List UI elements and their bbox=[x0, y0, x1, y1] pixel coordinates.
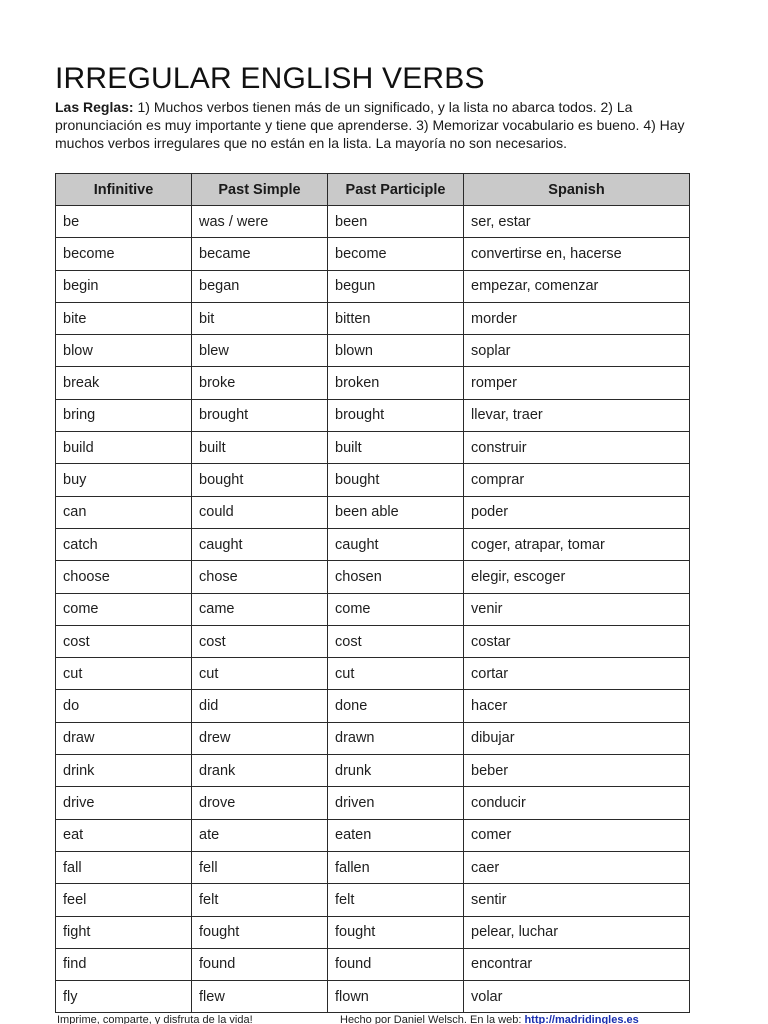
header-spanish: Spanish bbox=[464, 174, 690, 206]
table-row bbox=[56, 270, 690, 302]
cell-past-simple: bought bbox=[192, 464, 328, 496]
cell-spanish: elegir, escoger bbox=[464, 561, 690, 593]
cell-past-participle: become bbox=[328, 238, 464, 270]
table-row bbox=[56, 302, 690, 334]
cell-past-participle: broken bbox=[328, 367, 464, 399]
cell-infinitive: choose bbox=[56, 561, 192, 593]
cell-infinitive: cut bbox=[56, 658, 192, 690]
header-past-simple: Past Simple bbox=[192, 174, 328, 206]
cell-past-participle: been bbox=[328, 206, 464, 238]
cell-infinitive: do bbox=[56, 690, 192, 722]
verbs-table bbox=[55, 173, 690, 1013]
table-row bbox=[56, 528, 690, 560]
table-row bbox=[56, 819, 690, 851]
cell-infinitive: become bbox=[56, 238, 192, 270]
cell-infinitive: fly bbox=[56, 981, 192, 1013]
cell-past-simple: felt bbox=[192, 884, 328, 916]
table-row bbox=[56, 593, 690, 625]
cell-past-simple: found bbox=[192, 948, 328, 980]
cell-spanish: convertirse en, hacerse bbox=[464, 238, 690, 270]
table-row bbox=[56, 625, 690, 657]
cell-infinitive: feel bbox=[56, 884, 192, 916]
cell-past-simple: built bbox=[192, 432, 328, 464]
table-row bbox=[56, 722, 690, 754]
cell-past-participle: brought bbox=[328, 399, 464, 431]
cell-spanish: costar bbox=[464, 625, 690, 657]
page-footer bbox=[57, 1014, 697, 1024]
cell-infinitive: eat bbox=[56, 819, 192, 851]
cell-spanish: cortar bbox=[464, 658, 690, 690]
cell-past-simple: drank bbox=[192, 755, 328, 787]
cell-past-participle: done bbox=[328, 690, 464, 722]
cell-spanish: poder bbox=[464, 496, 690, 528]
cell-infinitive: draw bbox=[56, 722, 192, 754]
cell-infinitive: buy bbox=[56, 464, 192, 496]
cell-past-simple: caught bbox=[192, 528, 328, 560]
cell-infinitive: build bbox=[56, 432, 192, 464]
cell-spanish: morder bbox=[464, 302, 690, 334]
cell-infinitive: break bbox=[56, 367, 192, 399]
cell-spanish: sentir bbox=[464, 884, 690, 916]
cell-past-participle: blown bbox=[328, 335, 464, 367]
cell-past-simple: broke bbox=[192, 367, 328, 399]
cell-spanish: llevar, traer bbox=[464, 399, 690, 431]
cell-past-participle: felt bbox=[328, 884, 464, 916]
verbs-table-body bbox=[56, 206, 690, 1013]
cell-past-participle: flown bbox=[328, 981, 464, 1013]
document-page bbox=[55, 60, 689, 1005]
cell-spanish: caer bbox=[464, 851, 690, 883]
cell-past-participle: drawn bbox=[328, 722, 464, 754]
cell-past-simple: bit bbox=[192, 302, 328, 334]
cell-spanish: comprar bbox=[464, 464, 690, 496]
cell-past-participle: found bbox=[328, 948, 464, 980]
table-row bbox=[56, 851, 690, 883]
cell-infinitive: drive bbox=[56, 787, 192, 819]
cell-past-simple: brought bbox=[192, 399, 328, 431]
cell-past-participle: bitten bbox=[328, 302, 464, 334]
rules-text: 1) Muchos verbos tienen más de un significado, y la lista no abarca todos. 2) La pronunciación es muy importante y tiene que aprenderse. 3) Memorizar vocabulario es bueno. 4) Hay muchos verbos irregulares que no están en la lista. La mayoría no son necesarios. bbox=[55, 99, 685, 151]
table-row bbox=[56, 787, 690, 819]
cell-spanish: ser, estar bbox=[464, 206, 690, 238]
table-row bbox=[56, 948, 690, 980]
cell-past-participle: chosen bbox=[328, 561, 464, 593]
cell-infinitive: can bbox=[56, 496, 192, 528]
cell-spanish: pelear, luchar bbox=[464, 916, 690, 948]
table-row bbox=[56, 658, 690, 690]
cell-infinitive: bring bbox=[56, 399, 192, 431]
cell-infinitive: catch bbox=[56, 528, 192, 560]
cell-past-simple: came bbox=[192, 593, 328, 625]
cell-spanish: construir bbox=[464, 432, 690, 464]
table-row bbox=[56, 432, 690, 464]
cell-spanish: soplar bbox=[464, 335, 690, 367]
cell-past-simple: became bbox=[192, 238, 328, 270]
table-row bbox=[56, 464, 690, 496]
footer-right bbox=[340, 1014, 639, 1024]
cell-infinitive: come bbox=[56, 593, 192, 625]
header-infinitive: Infinitive bbox=[56, 174, 192, 206]
cell-past-participle: fought bbox=[328, 916, 464, 948]
cell-past-simple: fought bbox=[192, 916, 328, 948]
table-row bbox=[56, 238, 690, 270]
table-row bbox=[56, 399, 690, 431]
cell-past-participle: been able bbox=[328, 496, 464, 528]
cell-past-participle: drunk bbox=[328, 755, 464, 787]
cell-past-simple: flew bbox=[192, 981, 328, 1013]
cell-infinitive: find bbox=[56, 948, 192, 980]
footer-website-link[interactable]: http://madridingles.es bbox=[524, 1014, 639, 1024]
cell-infinitive: drink bbox=[56, 755, 192, 787]
cell-infinitive: fall bbox=[56, 851, 192, 883]
cell-past-participle: eaten bbox=[328, 819, 464, 851]
table-row bbox=[56, 335, 690, 367]
cell-past-simple: was / were bbox=[192, 206, 328, 238]
cell-past-participle: built bbox=[328, 432, 464, 464]
cell-spanish: encontrar bbox=[464, 948, 690, 980]
cell-spanish: conducir bbox=[464, 787, 690, 819]
cell-past-participle: come bbox=[328, 593, 464, 625]
cell-past-simple: cut bbox=[192, 658, 328, 690]
cell-spanish: volar bbox=[464, 981, 690, 1013]
cell-past-simple: ate bbox=[192, 819, 328, 851]
cell-past-simple: began bbox=[192, 270, 328, 302]
table-row bbox=[56, 367, 690, 399]
cell-past-participle: driven bbox=[328, 787, 464, 819]
footer-credit-text: Hecho por Daniel Welsch. En la web: bbox=[340, 1014, 525, 1024]
rules-label: Las Reglas: bbox=[55, 99, 134, 115]
cell-infinitive: cost bbox=[56, 625, 192, 657]
rules-paragraph bbox=[55, 98, 689, 152]
table-row bbox=[56, 884, 690, 916]
cell-infinitive: bite bbox=[56, 302, 192, 334]
cell-past-simple: chose bbox=[192, 561, 328, 593]
table-row bbox=[56, 916, 690, 948]
table-row bbox=[56, 690, 690, 722]
cell-spanish: coger, atrapar, tomar bbox=[464, 528, 690, 560]
cell-infinitive: be bbox=[56, 206, 192, 238]
cell-infinitive: begin bbox=[56, 270, 192, 302]
cell-spanish: dibujar bbox=[464, 722, 690, 754]
table-row bbox=[56, 981, 690, 1013]
footer-left-text: Imprime, comparte, y disfruta de la vida! bbox=[57, 1014, 253, 1024]
table-row bbox=[56, 561, 690, 593]
cell-past-simple: drew bbox=[192, 722, 328, 754]
cell-past-participle: cost bbox=[328, 625, 464, 657]
cell-past-simple: cost bbox=[192, 625, 328, 657]
header-past-participle: Past Participle bbox=[328, 174, 464, 206]
page-title: IRREGULAR ENGLISH VERBS bbox=[55, 62, 485, 95]
table-row bbox=[56, 496, 690, 528]
cell-infinitive: blow bbox=[56, 335, 192, 367]
cell-spanish: beber bbox=[464, 755, 690, 787]
cell-past-simple: could bbox=[192, 496, 328, 528]
cell-spanish: empezar, comenzar bbox=[464, 270, 690, 302]
table-row bbox=[56, 206, 690, 238]
cell-spanish: venir bbox=[464, 593, 690, 625]
cell-spanish: comer bbox=[464, 819, 690, 851]
cell-past-simple: fell bbox=[192, 851, 328, 883]
table-row bbox=[56, 755, 690, 787]
cell-spanish: romper bbox=[464, 367, 690, 399]
cell-past-participle: fallen bbox=[328, 851, 464, 883]
cell-past-participle: begun bbox=[328, 270, 464, 302]
table-header-row bbox=[56, 174, 690, 206]
cell-past-simple: drove bbox=[192, 787, 328, 819]
cell-past-simple: did bbox=[192, 690, 328, 722]
cell-past-simple: blew bbox=[192, 335, 328, 367]
cell-spanish: hacer bbox=[464, 690, 690, 722]
cell-past-participle: cut bbox=[328, 658, 464, 690]
cell-infinitive: fight bbox=[56, 916, 192, 948]
cell-past-participle: bought bbox=[328, 464, 464, 496]
cell-past-participle: caught bbox=[328, 528, 464, 560]
